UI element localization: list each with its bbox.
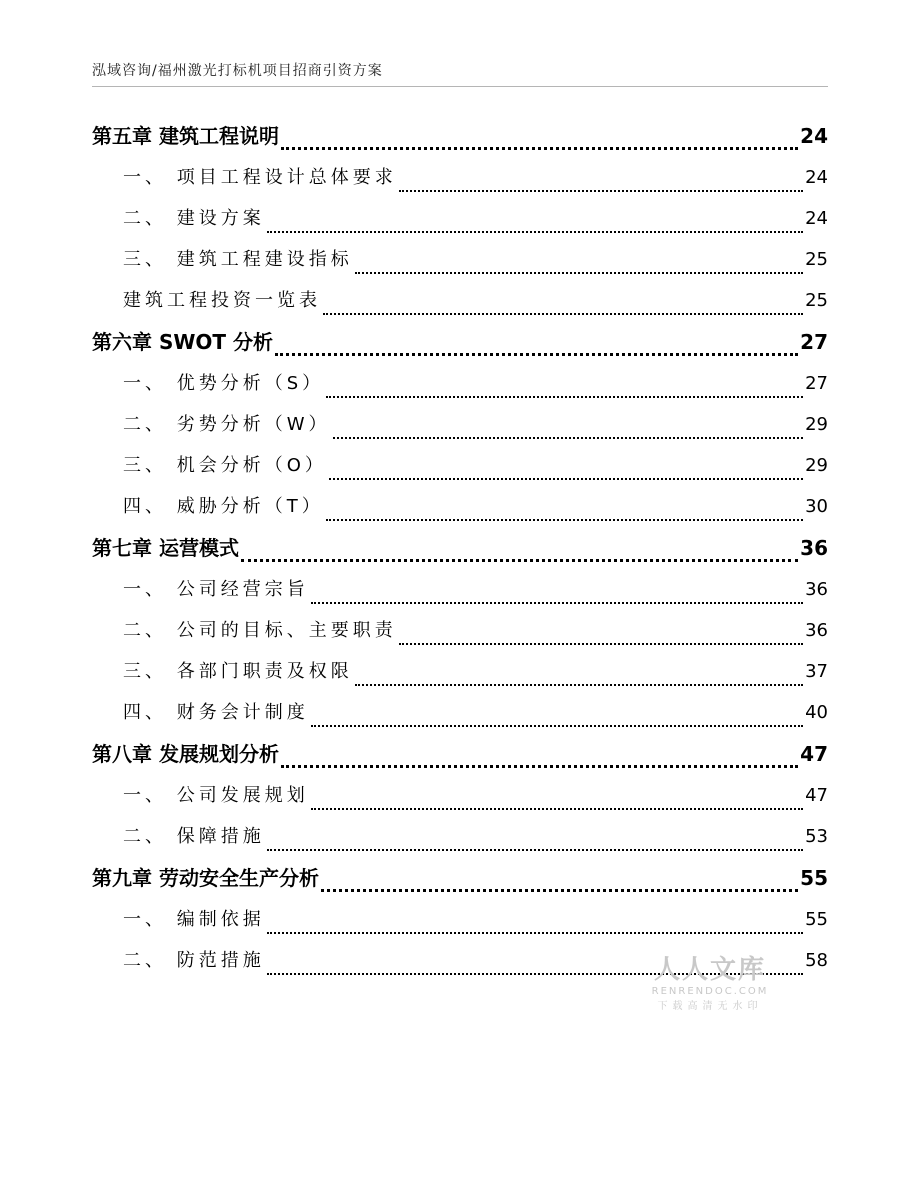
watermark-tagline: 下载高清无水印 <box>657 1001 763 1012</box>
toc-page-number: 58 <box>805 950 828 971</box>
toc-section[interactable] <box>92 816 828 857</box>
toc-section[interactable] <box>92 940 828 981</box>
dot-leader <box>399 190 803 192</box>
dot-leader <box>399 643 803 645</box>
toc-section[interactable] <box>92 692 828 733</box>
toc-page-number: 53 <box>805 826 828 847</box>
toc-page-number: 55 <box>800 866 828 890</box>
toc-chapter-9[interactable] <box>92 858 828 899</box>
dot-leader <box>321 889 798 892</box>
toc-section[interactable] <box>92 280 828 321</box>
toc-entry-title: 三、 各部门职责及权限 <box>123 661 353 682</box>
dot-leader <box>311 602 803 604</box>
dot-leader <box>267 932 803 934</box>
toc-section[interactable] <box>92 775 828 816</box>
toc-section[interactable] <box>92 486 828 527</box>
toc-section[interactable] <box>92 445 828 486</box>
toc-section[interactable] <box>92 363 828 404</box>
toc-entry-title: 第七章 运营模式 <box>92 536 239 560</box>
toc-page-number: 24 <box>805 208 828 229</box>
toc-entry-title: 三、 机会分析（O） <box>123 455 327 476</box>
dot-leader <box>326 519 803 521</box>
dot-leader <box>281 765 798 768</box>
toc-page-number: 47 <box>800 742 828 766</box>
toc-page-number: 25 <box>805 290 828 311</box>
dot-leader <box>275 353 798 356</box>
toc-page-number: 30 <box>805 496 828 517</box>
toc-entry-title: 第五章 建筑工程说明 <box>92 124 279 148</box>
toc-entry-title: 第八章 发展规划分析 <box>92 742 279 766</box>
running-header: 泓域咨询/福州激光打标机项目招商引资方案 <box>92 63 383 79</box>
toc-page-number: 40 <box>805 702 828 723</box>
toc-page-number: 27 <box>805 373 828 394</box>
toc-entry-title: 一、 项目工程设计总体要求 <box>123 167 397 188</box>
dot-leader <box>281 147 798 150</box>
toc-entry-title: 四、 威胁分析（T） <box>123 496 324 517</box>
toc-chapter-6[interactable] <box>92 322 828 363</box>
toc-section[interactable] <box>92 157 828 198</box>
toc-entry-title: 二、 劣势分析（W） <box>123 414 331 435</box>
toc-section[interactable] <box>92 404 828 445</box>
toc-entry-title: 四、 财务会计制度 <box>123 702 309 723</box>
dot-leader <box>267 231 803 233</box>
dot-leader <box>326 396 803 398</box>
toc-page-number: 29 <box>805 414 828 435</box>
toc-entry-title: 一、 公司经营宗旨 <box>123 579 309 600</box>
toc-page-number: 36 <box>805 620 828 641</box>
dot-leader <box>333 437 804 439</box>
toc-entry-title: 二、 保障措施 <box>123 826 265 847</box>
toc-page-number: 24 <box>805 167 828 188</box>
toc-section[interactable] <box>92 239 828 280</box>
dot-leader <box>323 313 803 315</box>
toc-page-number: 47 <box>805 785 828 806</box>
toc-entry-title: 一、 公司发展规划 <box>123 785 309 806</box>
toc-entry-title: 第六章 SWOT 分析 <box>92 330 274 354</box>
toc-entry-title: 一、 编制依据 <box>123 909 265 930</box>
dot-leader <box>355 684 803 686</box>
toc-page-number: 24 <box>800 124 828 148</box>
toc-section[interactable] <box>92 610 828 651</box>
toc-page-number: 36 <box>805 579 828 600</box>
toc-page-number: 55 <box>805 909 828 930</box>
toc-page-number: 36 <box>800 536 828 560</box>
toc-page-number: 27 <box>800 330 828 354</box>
dot-leader <box>311 808 803 810</box>
toc-entry-title: 二、 建设方案 <box>123 208 265 229</box>
toc-entry-title: 一、 优势分析（S） <box>123 373 325 394</box>
watermark-title: 人人文库 <box>653 955 766 985</box>
toc-section[interactable] <box>92 569 828 610</box>
toc-section[interactable] <box>92 651 828 692</box>
table-of-contents <box>92 115 828 981</box>
dot-leader <box>329 478 803 480</box>
toc-page-number: 37 <box>805 661 828 682</box>
toc-page-number: 29 <box>805 455 828 476</box>
toc-section[interactable] <box>92 899 828 940</box>
toc-section[interactable] <box>92 198 828 239</box>
toc-entry-title: 二、 公司的目标、主要职责 <box>123 620 397 641</box>
dot-leader <box>267 973 803 975</box>
dot-leader <box>267 849 803 851</box>
toc-chapter-7[interactable] <box>92 528 828 569</box>
toc-entry-title: 三、 建筑工程建设指标 <box>123 249 353 270</box>
toc-chapter-5[interactable] <box>92 116 828 157</box>
toc-page-number: 25 <box>805 249 828 270</box>
toc-chapter-8[interactable] <box>92 734 828 775</box>
header-divider <box>92 86 828 87</box>
watermark-url: RENRENDOC.COM <box>651 986 769 997</box>
toc-entry-title: 二、 防范措施 <box>123 950 265 971</box>
toc-entry-title: 第九章 劳动安全生产分析 <box>92 866 319 890</box>
dot-leader <box>311 725 803 727</box>
toc-entry-title: 建筑工程投资一览表 <box>123 290 321 311</box>
dot-leader <box>241 559 798 562</box>
dot-leader <box>355 272 803 274</box>
